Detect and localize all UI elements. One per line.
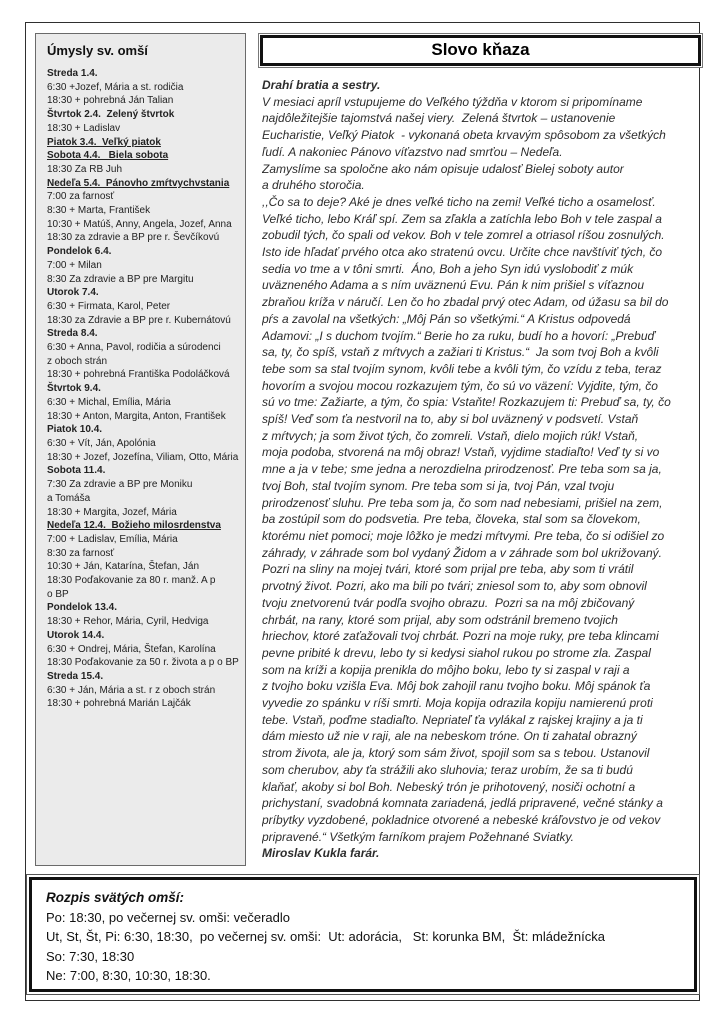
letter-line: pripravené.“ Všetkým farníkom prajem Požehnané Sviatky. bbox=[262, 829, 574, 844]
mass-intention-line: 6:30 + Firmata, Karol, Peter bbox=[47, 300, 171, 312]
mass-intention-line: 6:30 + Michal, Emília, Mária bbox=[47, 396, 171, 408]
mass-schedule-list bbox=[46, 908, 686, 986]
mass-intention-line: Piatok 3.4. Veľký piatok bbox=[47, 136, 161, 148]
mass-intention-line: o BP bbox=[47, 588, 69, 600]
letter-line: Drahí bratia a sestry. bbox=[262, 78, 381, 92]
mass-intention-line: Sobota 11.4. bbox=[47, 465, 106, 477]
mass-intention-line: Streda 8.4. bbox=[47, 328, 98, 340]
mass-intention-line: 18:30 + Ladislav bbox=[47, 122, 121, 134]
priest-word-title-inner bbox=[260, 35, 701, 66]
mass-intentions-list bbox=[47, 67, 243, 711]
mass-intention-line: 10:30 + Ján, Katarína, Štefan, Ján bbox=[47, 561, 200, 573]
mass-intention-line: 18:30 + pohrebná Františka Podoláčková bbox=[47, 369, 230, 381]
mass-intention-line: Streda 15.4. bbox=[47, 670, 104, 682]
letter-line: ,,Čo sa to deje? Aké je dnes veľké ticho na zemi! Veľké ticho a osamelosť. bbox=[262, 194, 656, 209]
mass-schedule-inner bbox=[29, 877, 697, 992]
letter-line: Adamovi: „I s duchom tvojím.“ Berie ho za ruku, budí ho a hovorí: „Prebuď bbox=[262, 328, 656, 343]
letter-line: najdôležitejšie tajomstvá našej viery. Zelená štvrtok – ustanovenie bbox=[262, 111, 616, 126]
mass-intention-line: Sobota 4.4. Biela sobota bbox=[47, 150, 169, 162]
letter-line: klaňať, akoby si bol Boh. Nebeský trón je prihotovený, nosiči ochotní a bbox=[262, 779, 636, 794]
mass-intention-line: 6:30 + Vít, Ján, Apolónia bbox=[47, 437, 156, 449]
mass-intention-line: 18:30 za zdravie a BP pre r. Ševčíkovú bbox=[47, 232, 220, 244]
mass-intention-line: 8:30 za farnosť bbox=[47, 547, 115, 559]
mass-intention-line: 18:30 + pohrebná Marián Lajčák bbox=[47, 698, 191, 710]
mass-schedule-line: Ut, St, Št, Pi: 6:30, 18:30, po večernej sv. omši: Ut: adorácia, St: korunka BM, Št: mládežnícka bbox=[46, 929, 605, 944]
letter-line: Pozri na sliny na mojej tvári, ktoré som prijal pre teba, aby som ti vrátil bbox=[262, 562, 634, 577]
mass-intention-line: Piatok 10.4. bbox=[47, 424, 103, 436]
letter-line: tebe. Vstaň, poďme stadiaľto. Nepriateľ ťa vylákal z rajskej krajiny a ja ti bbox=[262, 712, 643, 727]
letter-line: záhrady, v záhrade som bol vydaný Židom a v záhrade som bol ukrižovaný. bbox=[262, 545, 662, 560]
letter-line: sú vo tme: Zažiarte, a tým, čo spia: Vstaňte! Rozkazujem ti: Prebuď sa, ty, čo bbox=[262, 395, 671, 410]
priest-word-title: Slovo kňaza bbox=[431, 40, 530, 59]
mass-intention-line: Štvrtok 2.4. Zelený štvrtok bbox=[47, 109, 175, 121]
mass-schedule-title: Rozpis svätých omší: bbox=[46, 890, 185, 905]
letter-line: som cherubov, aby ťa strážili ako sluhovia; teraz urobím, že sa ti budú bbox=[262, 762, 633, 777]
mass-intention-line: 8:30 Za zdravie a BP pre Margitu bbox=[47, 273, 194, 285]
mass-intention-line: Utorok 7.4. bbox=[47, 287, 99, 299]
letter-line: sa, ty, čo spíš, vstaň z mŕtvych a zažiari ti Kristus.“ Ja som tvoj Boh a kvôli bbox=[262, 345, 659, 360]
letter-line: prichystaní, svadobná komnata zariadená, jedlá pripravené, večné stánky a bbox=[262, 796, 663, 811]
mass-schedule-line: Ne: 7:00, 8:30, 10:30, 18:30. bbox=[46, 968, 211, 983]
letter-line: pŕs a zavolal na všetkých: „Môj Pán so všetkými.“ A Kristus odpovedá bbox=[262, 311, 631, 326]
mass-intention-line: 18:30 Poďakovanie za 50 r. života a p o BP bbox=[47, 657, 239, 669]
letter-line: z tvojho boku vzišla Eva. Môj bok zahojil ranu tvojho boku. Môj spánok ťa bbox=[262, 679, 651, 694]
mass-intention-line: Nedeľa 12.4. Božieho milosrdenstva bbox=[47, 520, 221, 532]
letter-line: hriechov, ktoré zaťažovali tvoj chrbát. Pozri na moje ruky, pre teba klincami bbox=[262, 629, 659, 644]
mass-intention-line: Nedeľa 5.4. Pánovho zmŕtvychvstania bbox=[47, 177, 230, 189]
letter-line: z mŕtvych; ja som život tých, čo zomreli. Vstaň, dielo mojich rúk! Vstaň, bbox=[262, 428, 639, 443]
letter-line: príbytky vyzdobené, pokladnice otvorené a nebeské kráľovstvo je od vekov bbox=[262, 812, 661, 827]
mass-intention-line: Utorok 14.4. bbox=[47, 629, 105, 641]
mass-intention-line: Pondelok 6.4. bbox=[47, 246, 112, 258]
mass-intentions-panel bbox=[35, 33, 246, 866]
mass-intention-line: 6:30 +Jozef, Mária a st. rodičia bbox=[47, 81, 184, 93]
letter-line: zobudil tých, čo spali od vekov. Boh v tele zomrel a otriasol ríšou zosnulých. bbox=[262, 228, 665, 243]
letter-line: som na kríži a kopija prenikla do môjho boku, lebo ty si zaspal v raji a bbox=[262, 662, 630, 677]
letter-line: tebe som sa stal tvojím synom, kvôli tebe a kvôli tým, čo vzídu z teba, teraz bbox=[262, 361, 662, 376]
letter-line: hovorím a svojou mocou rozkazujem tým, čo sú vo väzení: Vyjdite, tým, čo bbox=[262, 378, 658, 393]
mass-intention-line: 6:30 + Ondrej, Mária, Štefan, Karolína bbox=[47, 643, 216, 655]
letter-line: Veľké ticho, lebo Kráľ spí. Zem sa zľakla a zatíchla lebo Boh v tele zaspal a bbox=[262, 211, 662, 226]
letter-line: pevne pribité k drevu, lebo ty si kedysi siahol rukou po strome zla. Zaspal bbox=[262, 645, 651, 660]
priest-word-title-box bbox=[258, 33, 703, 68]
letter-line: chrbát, na rany, ktoré som prijal, aby som odstránil bremeno tvojich bbox=[262, 612, 618, 627]
mass-intention-line: a Tomáša bbox=[47, 492, 91, 504]
mass-intention-line: Streda 1.4. bbox=[47, 68, 98, 79]
letter-line: ľudí. A nakoniec Pánovo víťazstvo nad smrťou – Nedeľa. bbox=[262, 144, 563, 159]
letter-line: ktorému niet pomoci; moje lôžko je medzi mŕtvymi. Pre teba, čo si odišiel zo bbox=[262, 528, 665, 543]
mass-intention-line: 18:30 + pohrebná Ján Talian bbox=[47, 95, 174, 107]
letter-line: zbraňou kríža v náručí. Len čo ho zbadal prvý otec Adam, od úžasu sa bil do bbox=[262, 295, 669, 310]
mass-intention-line: 18:30 za Zdravie a BP pre r. Kubernátovú bbox=[47, 314, 231, 326]
letter-line: strom života, ale ja, ktorý som sám život, spojil som sa s tebou. Ustanovil bbox=[262, 746, 650, 761]
mass-intention-line: z oboch strán bbox=[47, 355, 108, 367]
letter-line: Eucharistie, Veľký Piatok - vykonaná obeta krvavým spôsobom za všetkých bbox=[262, 128, 666, 143]
mass-intention-line: 18:30 + Rehor, Mária, Cyril, Hedviga bbox=[47, 616, 209, 628]
mass-intention-line: Pondelok 13.4. bbox=[47, 602, 118, 614]
letter-line: Zamyslíme sa spoločne ako nám opisuje udalosť Bielej soboty autor bbox=[262, 161, 624, 176]
letter-line: mne a ja v tebe; sme jedna a nerozdielna prirodzenosť. Pre teba som sa ja, bbox=[262, 462, 662, 477]
mass-schedule-line: So: 7:30, 18:30 bbox=[46, 948, 135, 964]
letter-line: uväzneného Adama a s ním uväznenú Evu. Pán k nim prišiel s víťaznou bbox=[262, 278, 645, 293]
letter-line: dám miesto už nie v raji, ale na nebeskom tróne. On ti zahatal obrazný bbox=[262, 729, 637, 744]
mass-intention-line: 18:30 + Anton, Margita, Anton, František bbox=[47, 410, 226, 422]
letter-line: Miroslav Kukla farár. bbox=[262, 846, 380, 861]
letter-line: prirodzenosť sluhu. Pre teba som ja, čo som nad nebesiami, prišiel na zem, bbox=[262, 495, 663, 510]
letter-line: tvoj Boh, stal tvojím synom. Pre teba som si ja, tvoj Pán, vzal tvoju bbox=[262, 478, 615, 493]
mass-schedule-box bbox=[26, 874, 700, 995]
mass-intention-line: 7:00 za farnosť bbox=[47, 191, 115, 203]
mass-intention-line: 18:30 Poďakovanie za 80 r. manž. A p bbox=[47, 575, 216, 587]
letter-line: moja podoba, stvorená na môj obraz! Vstaň, vyjdime stadiaľto! Veď ty si vo bbox=[262, 445, 660, 460]
mass-intention-line: 6:30 + Ján, Mária a st. r z oboch strán bbox=[47, 684, 216, 696]
mass-intention-line: Štvrtok 9.4. bbox=[47, 383, 101, 395]
mass-intention-line: 7:00 + Milan bbox=[47, 259, 102, 271]
mass-intention-line: 7:30 Za zdravie a BP pre Moniku bbox=[47, 479, 193, 491]
letter-line: a druhého storočia. bbox=[262, 178, 365, 193]
mass-intention-line: 6:30 + Anna, Pavol, rodičia a súrodenci bbox=[47, 342, 221, 354]
letter-line: spíš! Veď som ťa nestvoril na to, aby si bol uväznený v podsvetí. Vstaň bbox=[262, 412, 639, 427]
mass-intentions-title: Úmysly sv. omší bbox=[47, 43, 148, 58]
mass-intention-line: 18:30 + Jozef, Jozefína, Viliam, Otto, Mária bbox=[47, 451, 239, 463]
priest-word-body bbox=[262, 77, 702, 862]
letter-line: sedia vo tme a v tôni smrti. Áno, Boh a jeho Syn idú vyslobodiť z múk bbox=[262, 261, 634, 276]
mass-intention-line: 8:30 + Marta, František bbox=[47, 205, 151, 217]
mass-intention-line: 7:00 + Ladislav, Emília, Mária bbox=[47, 533, 178, 545]
mass-intention-line: 18:30 Za RB Juh bbox=[47, 163, 123, 175]
letter-line: vyvedie zo spánku v ríši smrti. Moja kopija odrazila kopiju namierenú proti bbox=[262, 696, 653, 711]
letter-line: V mesiaci apríl vstupujeme do Veľkého týždňa v ktorom si pripomíname bbox=[262, 94, 643, 109]
letter-line: tvoju znetvorenú tvár podľa svojho obrazu. Pozri sa na môj zbičovaný bbox=[262, 595, 635, 610]
mass-intention-line: 18:30 + Margita, Jozef, Mária bbox=[47, 506, 177, 518]
mass-schedule-line: Po: 18:30, po večernej sv. omši: večeradlo bbox=[46, 909, 290, 925]
letter-line: ba zostúpil som do podsvetia. Pre teba, človeka, stal som sa človekom, bbox=[262, 512, 641, 527]
letter-line: prvotný život. Pozri, ako ma bili po tvári; zniesol som to, aby som obnovil bbox=[262, 579, 647, 594]
mass-intention-line: 10:30 + Matúš, Anny, Angela, Jozef, Anna bbox=[47, 218, 232, 230]
letter-line: Isto ide hľadať prvého otca ako stratenú ovcu. Určite chce navštíviť tých, čo bbox=[262, 245, 663, 260]
